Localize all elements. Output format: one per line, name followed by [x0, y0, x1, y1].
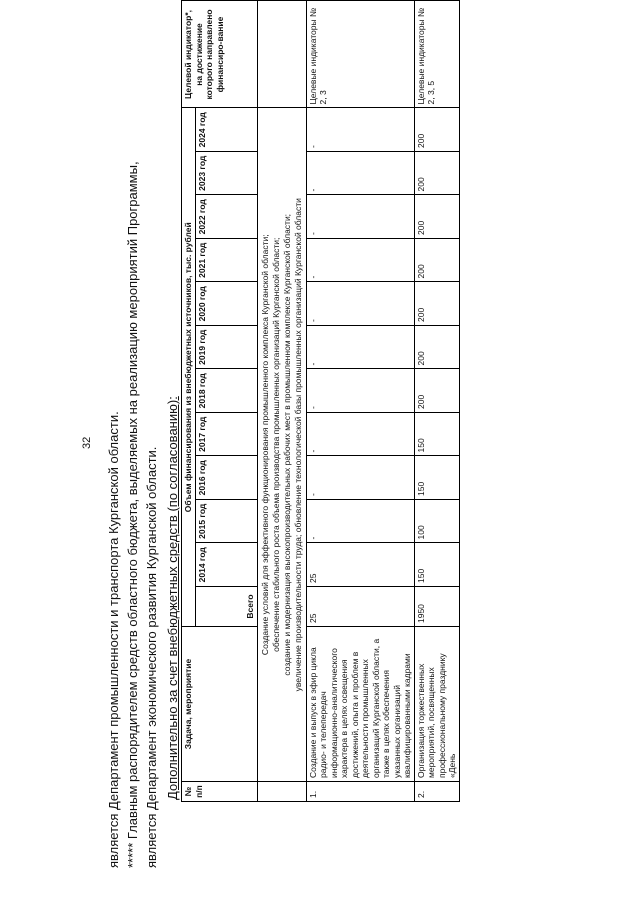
row-value: 200 — [414, 369, 459, 413]
intro-line-2: ***** Главным распорядителем средств областного бюджета, выделяемых на реализацию мероприятий Программы, — [125, 161, 140, 868]
row-num: 1. — [306, 782, 414, 802]
row-value: - — [306, 195, 414, 239]
row-value: - — [306, 500, 414, 544]
page-number: 32 — [81, 436, 93, 449]
row-value: - — [306, 108, 414, 152]
header-year: 2018 год — [195, 369, 257, 413]
row-name: Создание и выпуск в эфир цикла радио- и телепередач информационно-аналитического характера в целях освещения достижений, опыта и проблем в деятельности промышленных организаций Курганской области, а также в целях обеспечения указанных организаций квалифицированными кадрами — [306, 627, 414, 782]
funding-table — [181, 0, 460, 802]
section-title: Дополнительно за счет внебюджетных средств (по согласованию): — [165, 396, 180, 800]
rotated-document — [104, 7, 634, 868]
table-row — [306, 1, 414, 802]
header-task: Задача, мероприятие — [182, 627, 258, 782]
header-year: 2016 год — [195, 456, 257, 500]
header-year: 2017 год — [195, 413, 257, 457]
task-spacer-left — [257, 782, 306, 802]
row-value: - — [306, 282, 414, 326]
task-line: создание и модернизация высокопроизводительных рабочих мест в промышленном комплексе Курганской области; — [281, 213, 292, 676]
row-value: 150 — [414, 456, 459, 500]
row-value: 200 — [414, 282, 459, 326]
intro-text — [104, 38, 161, 868]
row-value: - — [306, 456, 414, 500]
header-num: № п/п — [182, 782, 258, 802]
row-num: 2. — [414, 782, 459, 802]
task-line: увеличение производительности труда; обновление технологической базы промышленных организаций Курганской области — [292, 198, 303, 692]
row-total: 1950 — [414, 587, 459, 627]
task-description — [257, 108, 306, 782]
task-spacer-right — [257, 1, 306, 108]
row-value: 200 — [414, 152, 459, 196]
row-value: - — [306, 152, 414, 196]
task-line: обеспечение стабильного роста объема производства промышленных организаций Курганской области; — [270, 237, 281, 652]
task-line: Создание условий для эффективного функционирования промышленного комплекса Курганской области; — [259, 234, 270, 656]
header-year: 2014 год — [195, 543, 257, 587]
header-total: Всего — [195, 587, 257, 627]
row-value: - — [306, 413, 414, 457]
header-year: 2023 год — [195, 152, 257, 196]
row-value: - — [306, 239, 414, 283]
row-value: - — [306, 369, 414, 413]
header-year: 2024 год — [195, 108, 257, 152]
header-funding: Объем финансирования из внебюджетных источников, тыс. рублей — [182, 108, 196, 627]
header-year: 2019 год — [195, 326, 257, 370]
row-value: - — [306, 326, 414, 370]
header-year: 2022 год — [195, 195, 257, 239]
row-value: 200 — [414, 239, 459, 283]
row-value: 25 — [306, 543, 414, 587]
row-goal: Целевые индикаторы № 2, 3, 5 — [414, 1, 459, 108]
header-year: 2020 год — [195, 282, 257, 326]
row-value: 200 — [414, 108, 459, 152]
row-goal: Целевые индикаторы № 2, 3 — [306, 1, 414, 108]
header-row-1 — [182, 1, 196, 802]
header-year: 2015 год — [195, 500, 257, 544]
task-row — [257, 1, 306, 802]
row-value: 150 — [414, 413, 459, 457]
row-value: 200 — [414, 195, 459, 239]
table-row — [414, 1, 459, 802]
header-year: 2021 год — [195, 239, 257, 283]
intro-line-3: является Департамент экономического развития Курганской области. — [144, 446, 159, 868]
header-goal: Целевой индикатор*, на достижение которого направлено финансиро-вание — [182, 1, 258, 108]
row-value: 100 — [414, 500, 459, 544]
row-value: 150 — [414, 543, 459, 587]
row-value: 200 — [414, 326, 459, 370]
row-name: Организация торжественных мероприятий, посвященных профессиональному празднику «День — [414, 627, 459, 782]
intro-line-1: является Департамент промышленности и транспорта Курганской области. — [106, 411, 121, 868]
row-total: 25 — [306, 587, 414, 627]
